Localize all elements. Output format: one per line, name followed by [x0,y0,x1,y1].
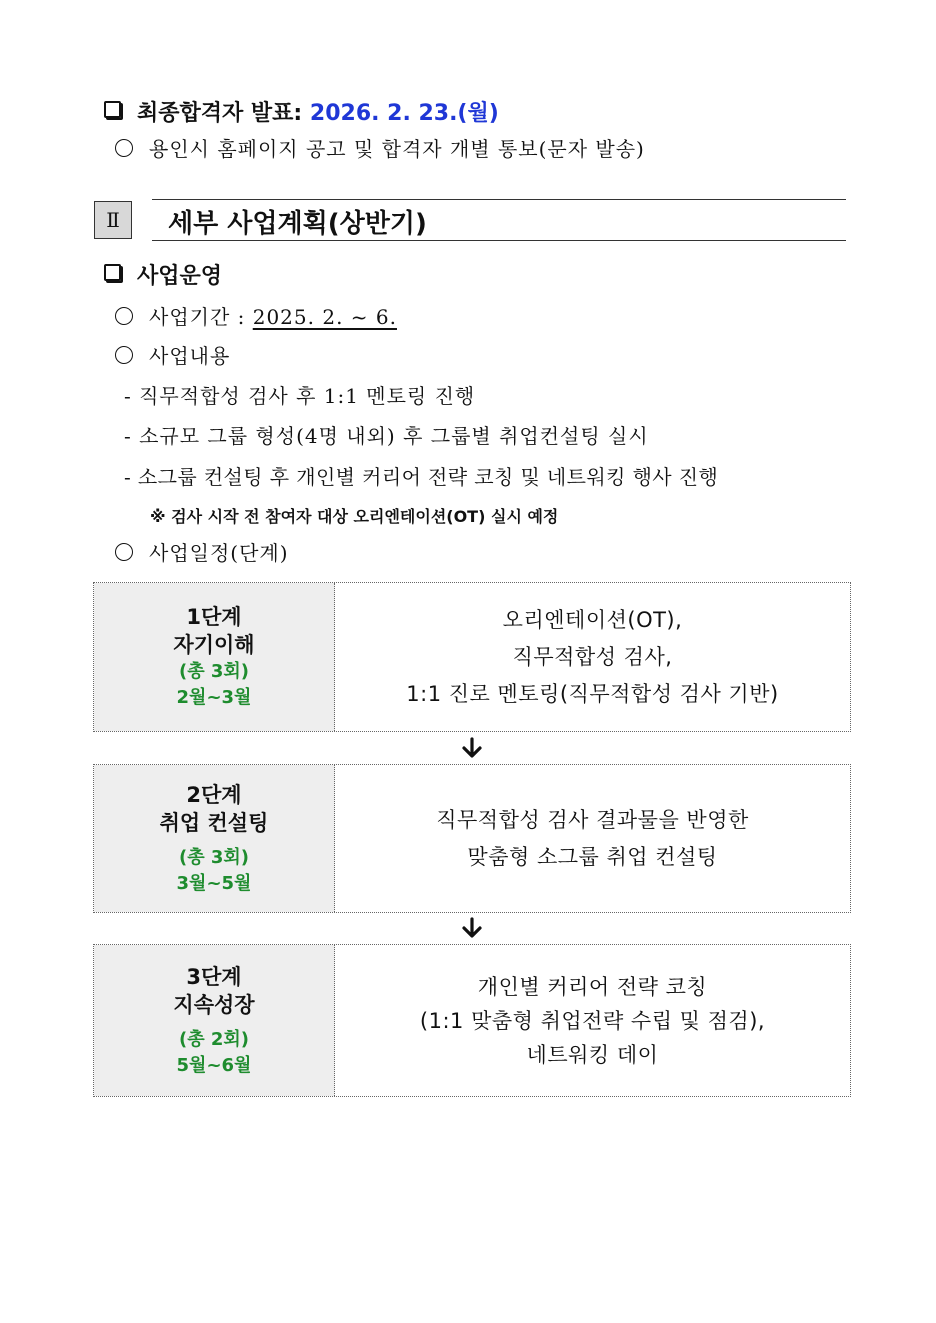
stage-months: 3월~5월 [176,872,252,894]
announcement-heading [137,96,499,127]
stage-line: 오리엔테이션(OT), [502,607,683,632]
stage-description [335,945,850,1096]
stage-step: 2단계 [186,782,242,807]
circle-bullet-icon [115,543,133,561]
stage-summary [94,945,335,1096]
stage-box [93,944,851,1097]
stage-box [93,764,851,913]
stage-description [335,765,850,912]
stage-name: 자기이해 [173,633,255,657]
stage-name: 취업 컨설팅 [159,810,269,835]
stage-line: (1:1 맞춤형 취업전략 수립 및 점검), [419,1008,766,1033]
stage-description [335,583,850,731]
period-value: 2025. 2. ~ 6. [252,305,397,329]
checkbox-square-icon [104,264,121,281]
stage-count: (총 2회) [178,1028,250,1050]
stage-count: (총 3회) [178,661,250,682]
stage-box [93,582,851,732]
stage-count: (총 3회) [178,846,250,868]
section-numeral: Ⅱ [94,201,132,239]
checkbox-square-icon [104,101,121,118]
section-title: 세부 사업계획(상반기) [168,209,427,239]
stage-line: 네트워킹 데이 [526,1042,659,1067]
section-rule-top [152,199,846,200]
arrow-down-icon [461,917,483,939]
content-label: 사업내용 [149,344,231,368]
period-label: 사업기간 : [149,305,253,329]
stage-line: 직무적합성 검사, [512,644,673,669]
stage-months: 5월~6월 [176,1054,252,1076]
circle-bullet-icon [115,346,133,364]
stage-line: 1:1 진로 멘토링(직무적합성 검사 기반) [406,681,779,706]
operation-title: 사업운영 [137,264,223,289]
notice-text: ※ 검사 시작 전 참여자 대상 오리엔테이션(OT) 실시 예정 [150,507,559,526]
content-item: - 직무적합성 검사 후 1:1 멘토링 진행 [124,384,476,408]
announcement-date: 2026. 2. 23.(월) [309,101,499,126]
stage-step: 3단계 [186,964,242,989]
circle-bullet-icon [115,307,133,325]
stage-summary [94,765,335,912]
stage-step: 1단계 [186,605,242,629]
stage-months: 2월~3월 [176,687,252,708]
schedule-label: 사업일정(단계) [149,541,289,565]
period-line [149,301,397,330]
announcement-label: 최종합격자 발표: [137,101,310,126]
arrow-down-icon [461,737,483,759]
stage-line: 직무적합성 검사 결과물을 반영한 [436,807,749,832]
stage-summary [94,583,335,731]
content-item: - 소규모 그룹 형성(4명 내외) 후 그룹별 취업컨설팅 실시 [124,424,649,448]
content-item: - 소그룹 컨설팅 후 개인별 커리어 전략 코칭 및 네트워킹 행사 진행 [124,465,719,489]
stage-name: 지속성장 [173,992,255,1017]
stage-line: 개인별 커리어 전략 코칭 [477,974,708,999]
stage-line: 맞춤형 소그룹 취업 컨설팅 [467,844,718,869]
circle-bullet-icon [115,139,133,157]
announcement-note: 용인시 홈페이지 공고 및 합격자 개별 통보(문자 발송) [149,137,645,161]
section-rule-bottom [152,240,846,241]
